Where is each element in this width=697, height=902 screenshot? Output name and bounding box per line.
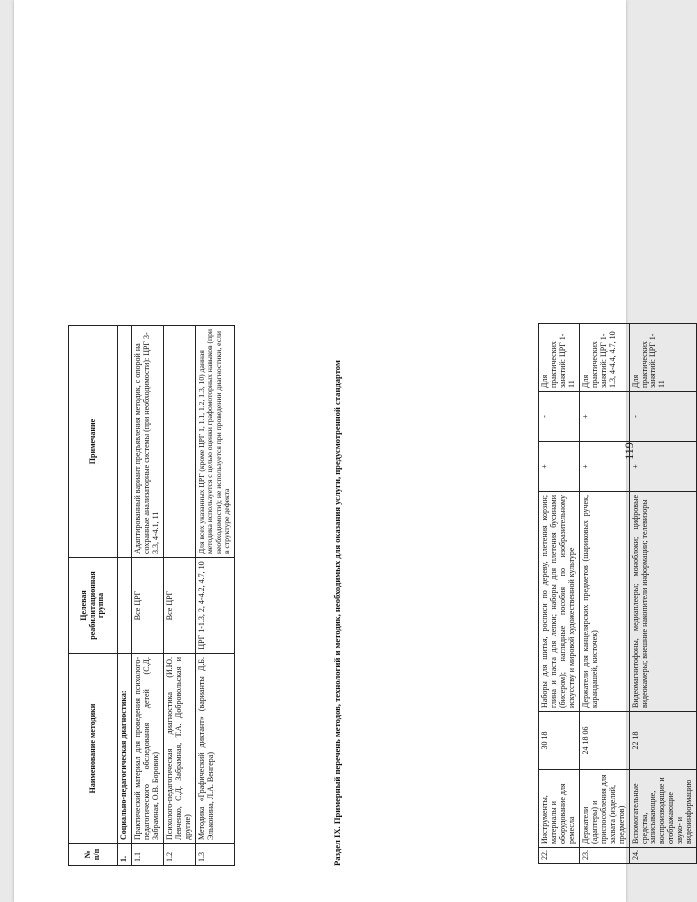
row-number: 22.	[539, 848, 580, 864]
item-description: Видеомагнитофоны, медиаплееры; моноблоки; цифровые видеокамеры; внешние накопители информации; телевизоры	[629, 492, 697, 712]
mark-cell: +	[629, 442, 697, 492]
row-number: 24.	[629, 848, 697, 864]
item-note: Для практических занятий: ЦРГ 1-11	[539, 324, 580, 392]
empty-cell	[118, 558, 132, 654]
empty-cell	[118, 326, 132, 558]
mark-cell: -	[539, 392, 580, 442]
header-group: Целевая реабилитационная группа	[69, 558, 118, 654]
equipment-table	[538, 323, 697, 864]
item-code: 24 18 06	[579, 712, 629, 770]
section-row	[118, 326, 132, 866]
methods-table	[68, 325, 235, 866]
section-heading: Раздел IX. Примерный перечень методов, технологий и методик, необходимых для оказания услуги, предусмотренной стандартом	[332, 360, 342, 866]
row-number: 1.2	[163, 844, 195, 866]
table-row	[195, 326, 234, 866]
header-note: Примечание	[69, 326, 118, 558]
method-name: Психолого-педагогическая диагностика (И.Ю. Левченко, С.Д. Забрамная, Т.А. Добровольская и другие)	[163, 654, 195, 844]
document-page	[14, 0, 694, 902]
item-description: Наборы для шитья, росписи по дереву, плетения корзин; глина и паста для лепки; наборы для плетения бусинами (бисером); наглядные пособия по изобразительному искусству и мировой художественной культуре	[539, 492, 580, 712]
target-group: ЦРГ 1-1.3, 2, 4-4.2, 4.7, 10	[195, 558, 234, 654]
item-note: Для практических занятий: ЦРГ 1-1.3, 4-4.4, 4.7, 10	[579, 324, 629, 392]
page-number: 119	[622, 442, 636, 460]
item-code: 30 18	[539, 712, 580, 770]
method-note: Для всех указанных ЦРГ (кроме ЦРГ 1, 1.1, 1.2, 1.3, 10) данная методика используется с целью оценки графомоторных навыков (при необходимости); не используется при проведении диагностики, если в структуре дефекта	[195, 326, 234, 558]
row-number: 23.	[579, 848, 629, 864]
method-note	[163, 326, 195, 558]
method-name: Практический материал для проведения психолого-педагогического обследования детей (С.Д. Забрамная, О.В. Боровик)	[131, 654, 163, 844]
mark-cell: -	[629, 392, 697, 442]
row-number: 1.3	[195, 844, 234, 866]
header-num: № п/п	[69, 844, 118, 866]
item-code: 22 18	[629, 712, 697, 770]
header-row	[69, 326, 118, 866]
mark-cell: +	[579, 392, 629, 442]
item-note: Для практических занятий: ЦРГ 1-11	[629, 324, 697, 392]
table-row	[163, 326, 195, 866]
item-description: Держатели для канцелярских предметов (шариковых ручек, карандашей, кисточек)	[579, 492, 629, 712]
method-note: Адаптированный вариант предъявления методик, с опорой на сохранные анализаторные системы (при необходимости): ЦРГ 3-3.3, 4-4.1, 11	[131, 326, 163, 558]
rotated-content	[14, 0, 694, 902]
target-group: Все ЦРГ	[131, 558, 163, 654]
item-name: Инструменты, материалы и оборудование для ремесла	[539, 770, 580, 848]
section-label: Социально-педагогическая диагностика:	[118, 654, 132, 844]
table-row	[629, 324, 697, 864]
item-name: Держатели (адаптеры) и приспособления для захвата (изделий, предметов)	[579, 770, 629, 848]
row-number: 1.1	[131, 844, 163, 866]
method-name: Методика «Графический диктант» (варианты Д.Б. Эльконина, Л.А. Венгера)	[195, 654, 234, 844]
item-name: Вспомогательные средства, записывающие, воспроизводящие и отображающие звуко- и видеоинформацию	[629, 770, 697, 848]
mark-cell: +	[539, 442, 580, 492]
mark-cell: +	[579, 442, 629, 492]
target-group: Все ЦРГ	[163, 558, 195, 654]
section-number: 1.	[118, 844, 132, 866]
table-row	[579, 324, 629, 864]
table-row	[539, 324, 580, 864]
table-row	[131, 326, 163, 866]
header-name: Наименование методики	[69, 654, 118, 844]
